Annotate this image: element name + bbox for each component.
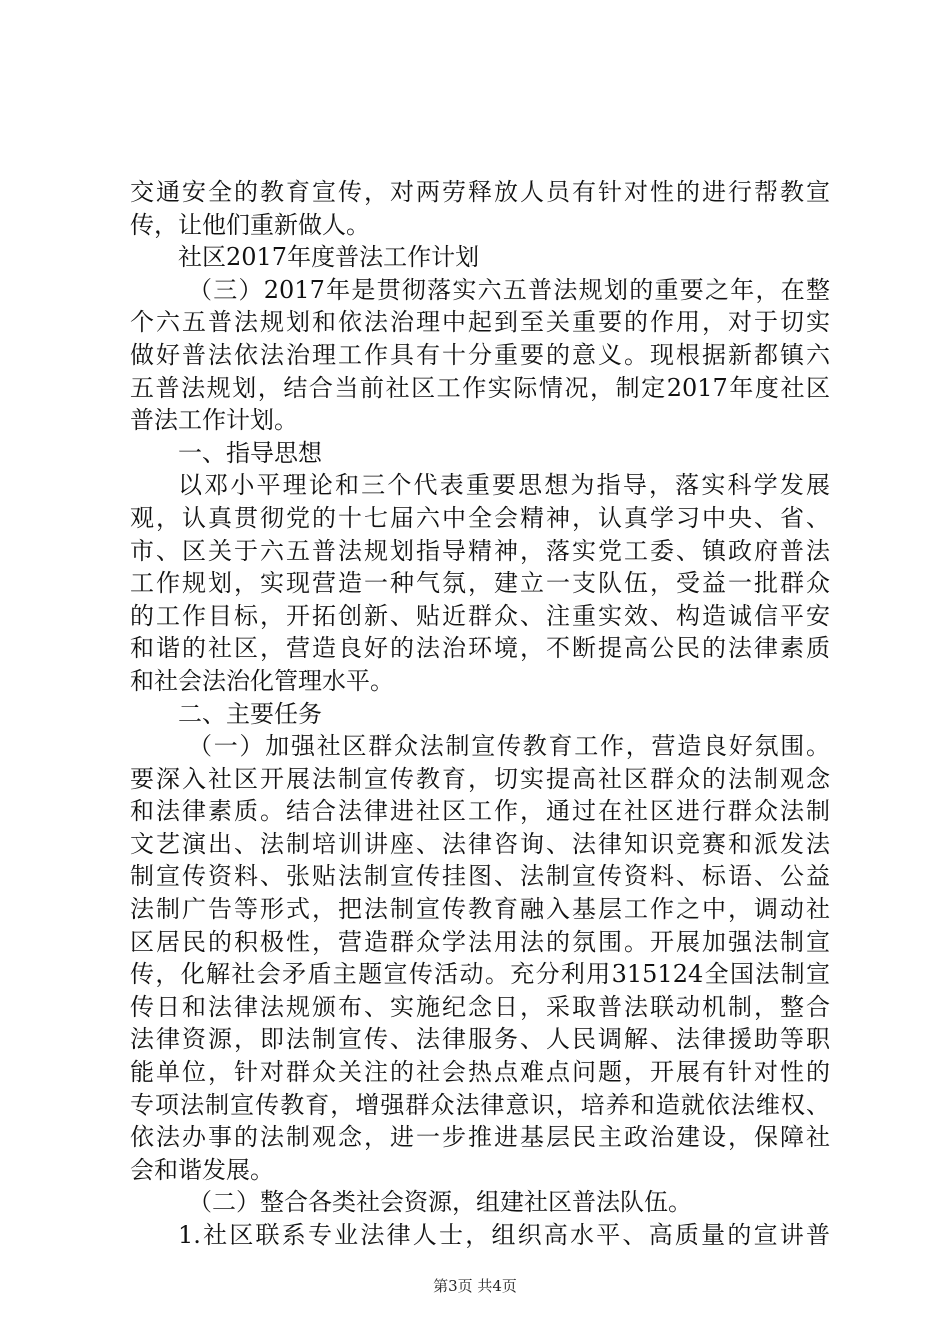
- text-line: 观，认真贯彻党的十七届六中全会精神，认真学习中央、省、: [130, 503, 830, 532]
- text-line: 二、主要任务: [178, 699, 322, 728]
- text-line: 工作规划，实现营造一种气氛，建立一支队伍，受益一批群众: [130, 569, 830, 598]
- text-line: 做好普法依法治理工作具有十分重要的意义。现根据新都镇六: [130, 340, 830, 369]
- text-line: 的工作目标，开拓创新、贴近群众、注重实效、构造诚信平安: [130, 601, 830, 630]
- text-line: 普法工作计划。: [130, 406, 298, 435]
- text-line: （一）加强社区群众法制宣传教育工作，营造良好氛围。: [188, 732, 830, 761]
- text-line: 传，化解社会矛盾主题宣传活动。充分利用315124全国法制宣: [130, 960, 830, 989]
- text-line: 制宣传资料、张贴法制宣传挂图、法制宣传资料、标语、公益: [130, 862, 830, 891]
- text-line: 法制广告等形式，把法制宣传教育融入基层工作之中，调动社: [130, 895, 830, 924]
- text-line: 依法办事的法制观念，进一步推进基层民主政治建设，保障社: [130, 1123, 830, 1152]
- text-line: 要深入社区开展法制宣传教育，切实提高社区群众的法制观念: [130, 764, 830, 793]
- text-line: 市、区关于六五普法规划指导精神，落实党工委、镇政府普法: [130, 536, 830, 565]
- document-body: [130, 176, 830, 1252]
- text-line: 个六五普法规划和依法治理中起到至关重要的作用，对于切实: [130, 308, 830, 337]
- text-line: 和社会法治化管理水平。: [130, 666, 394, 695]
- text-line: 文艺演出、法制培训讲座、法律咨询、法律知识竞赛和派发法: [130, 829, 830, 858]
- text-line: 和谐的社区，营造良好的法治环境，不断提高公民的法律素质: [130, 634, 830, 663]
- text-line: 区居民的积极性，营造群众学法用法的氛围。开展加强法制宣: [130, 927, 830, 956]
- text-line: 会和谐发展。: [130, 1155, 274, 1184]
- text-line: （二）整合各类社会资源，组建社区普法队伍。: [188, 1188, 692, 1217]
- text-line: 法律资源，即法制宣传、法律服务、人民调解、法律援助等职: [130, 1025, 830, 1054]
- page-footer: [0, 1275, 950, 1296]
- text-line: 传日和法律法规颁布、实施纪念日，采取普法联动机制，整合: [130, 992, 830, 1021]
- text-line: 五普法规划，结合当前社区工作实际情况，制定2017年度社区: [130, 373, 830, 402]
- text-line: （三）2017年是贯彻落实六五普法规划的重要之年，在整: [188, 275, 830, 304]
- text-line: 专项法制宣传教育，增强群众法律意识，培养和造就依法维权、: [130, 1090, 830, 1119]
- text-line: 能单位，针对群众关注的社会热点难点问题，开展有针对性的: [130, 1058, 830, 1087]
- text-line: 和法律素质。结合法律进社区工作，通过在社区进行群众法制: [130, 797, 830, 826]
- text-line: 一、指导思想: [178, 438, 322, 467]
- text-line: 1.社区联系专业法律人士，组织高水平、高质量的宣讲普: [178, 1221, 830, 1249]
- text-line: 传，让他们重新做人。: [130, 210, 370, 239]
- text-line: 社区2017年度普法工作计划: [178, 243, 480, 272]
- text-line: 交通安全的教育宣传，对两劳释放人员有针对性的进行帮教宣: [130, 178, 830, 206]
- text-line: 以邓小平理论和三个代表重要思想为指导，落实科学发展: [178, 471, 830, 500]
- page-number: 第3页 共4页: [433, 1277, 517, 1295]
